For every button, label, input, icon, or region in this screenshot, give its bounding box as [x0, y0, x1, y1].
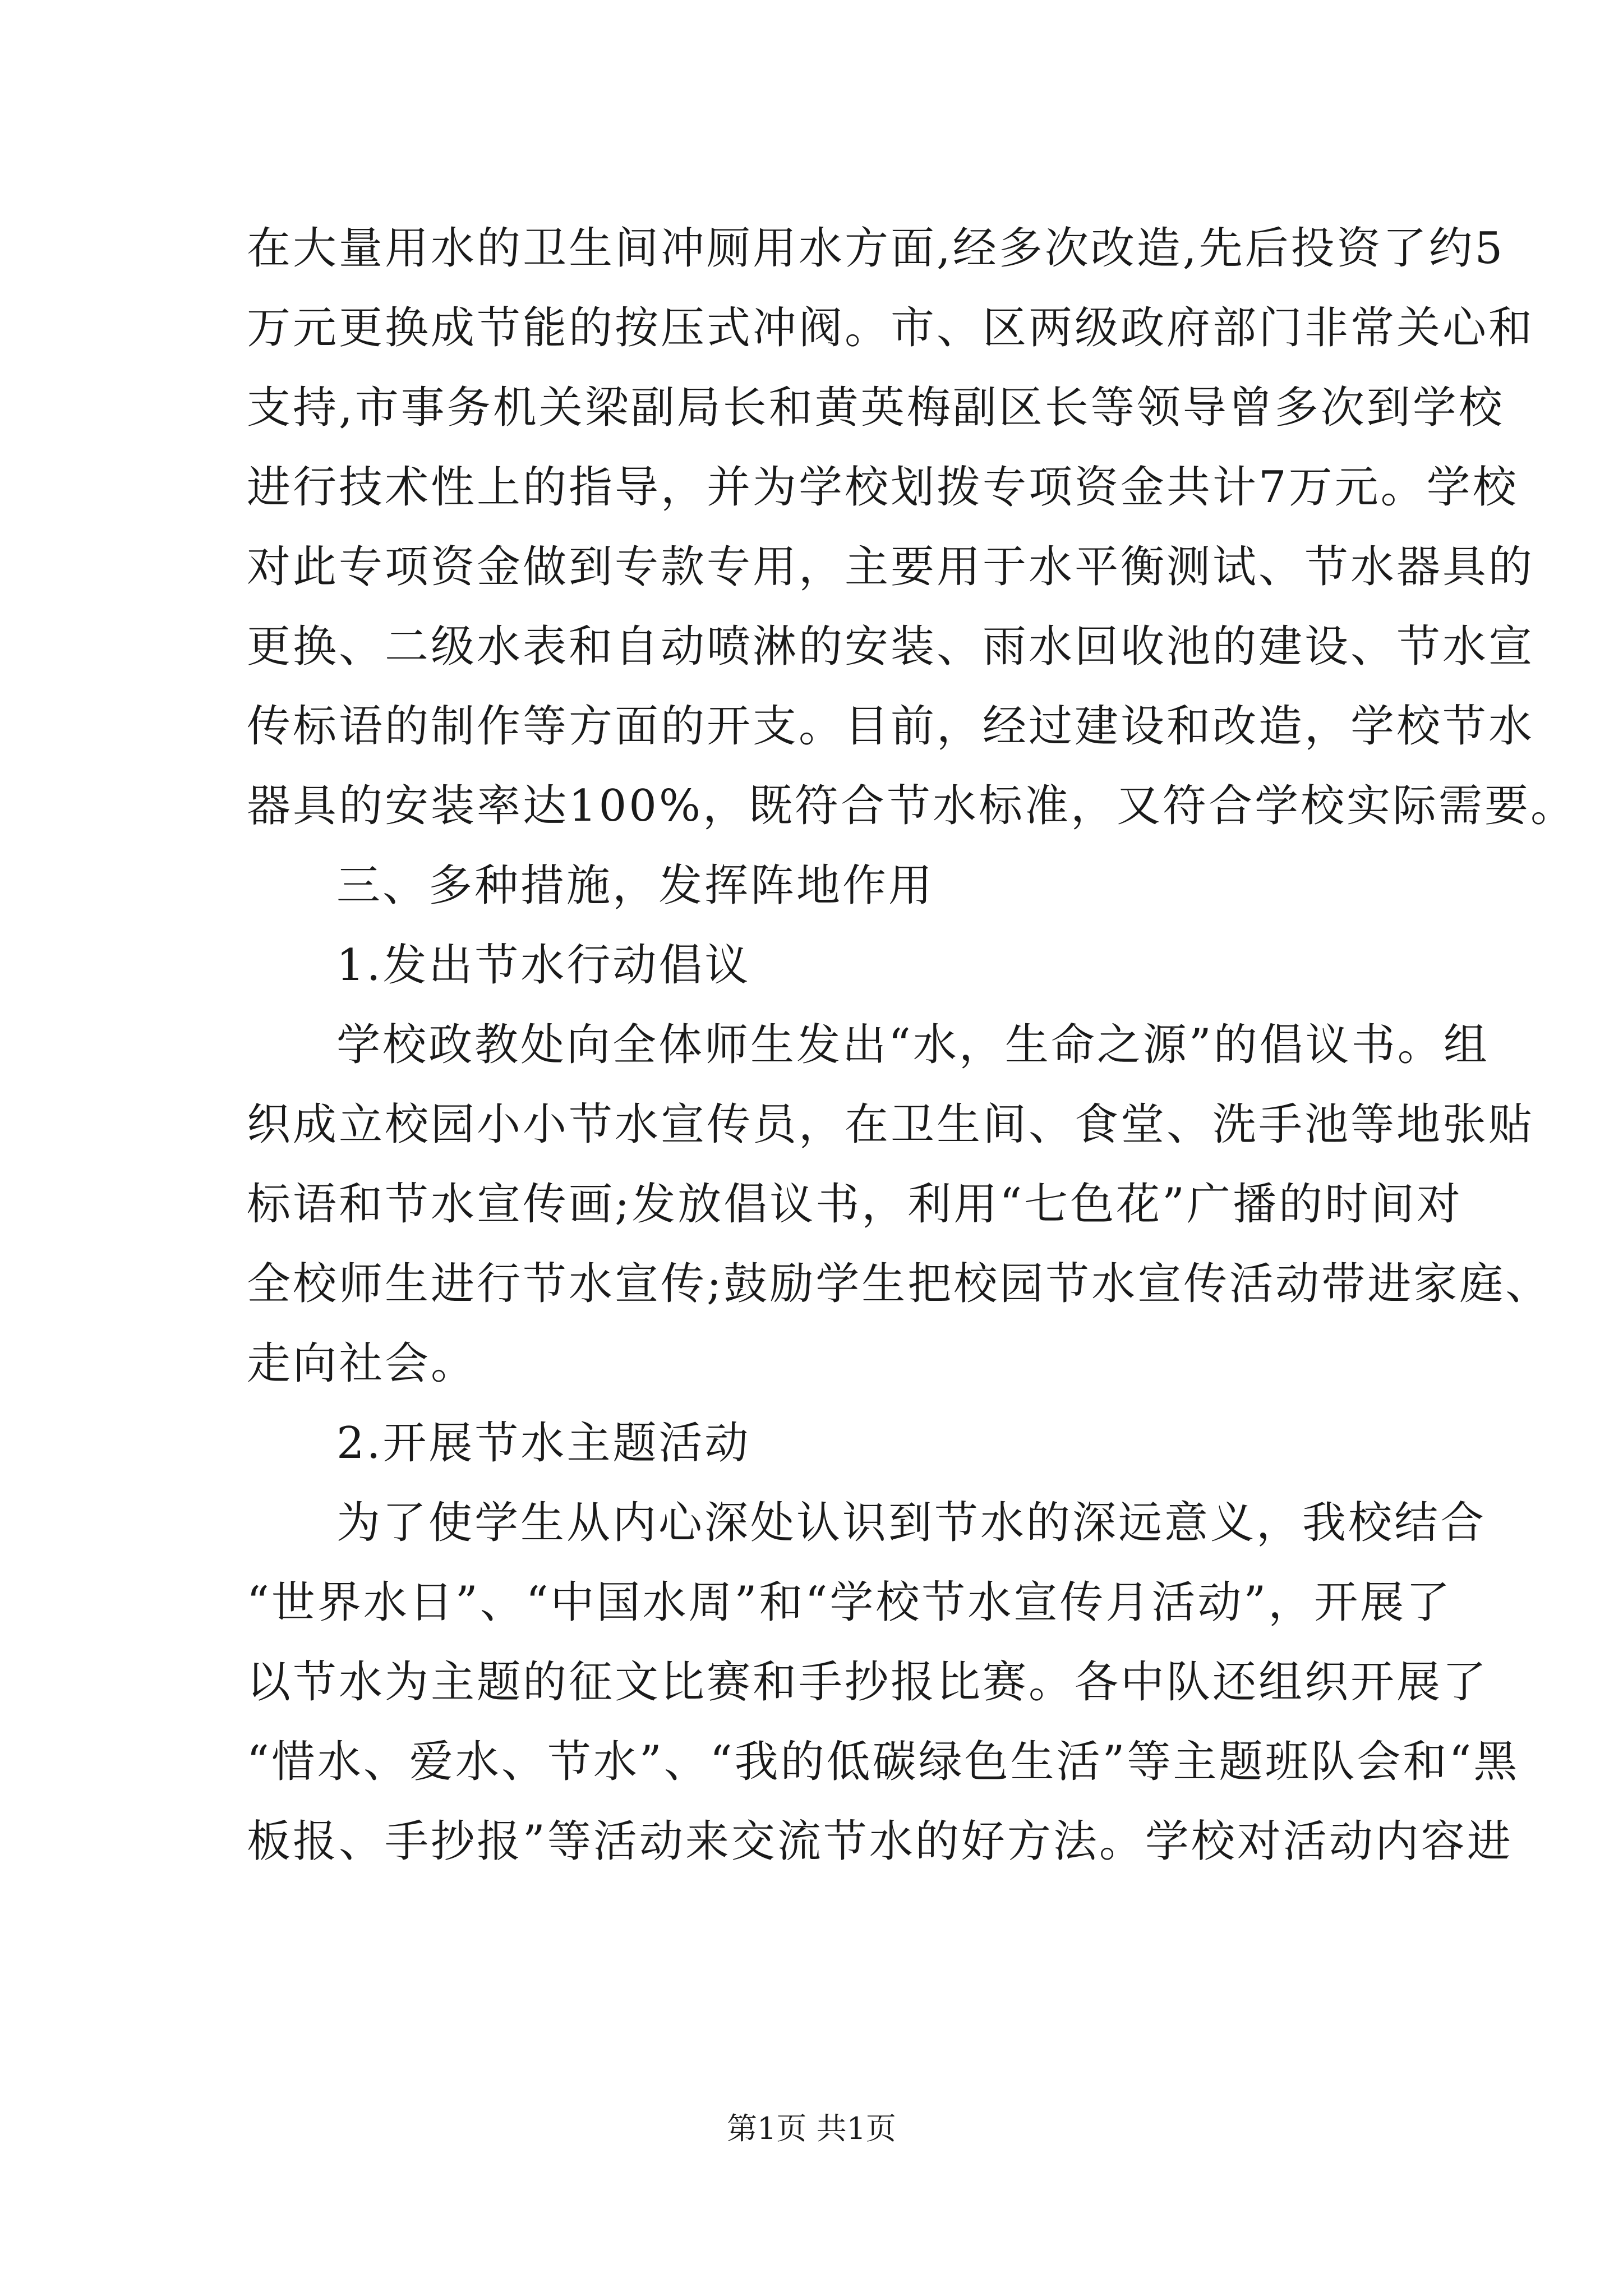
subsection-heading: 1.发出节水行动倡议: [336, 940, 751, 991]
document-body: [247, 209, 1576, 1881]
text-line: 万元更换成节能的按压式冲阀。市、区两级政府部门非常关心和: [247, 303, 1535, 353]
text-line: 学校政教处向全体师生发出“水，生命之源”的倡议书。组: [336, 1020, 1490, 1070]
text-line: 以节水为主题的征文比赛和手抄报比赛。各中队还组织开展了: [247, 1657, 1489, 1708]
text-line: 在大量用水的卫生间冲厕用水方面,经多次改造,先后投资了约5: [247, 223, 1505, 274]
subsection-heading: 2.开展节水主题活动: [336, 1418, 751, 1469]
text-line: 更换、二级水表和自动喷淋的安装、雨水回收池的建设、节水宣: [247, 622, 1535, 672]
text-line: 织成立校园小小节水宣传员，在卫生间、食堂、洗手池等地张贴: [247, 1099, 1535, 1150]
text-line: 传标语的制作等方面的开支。目前，经过建设和改造，学校节水: [247, 701, 1535, 752]
text-line: 对此专项资金做到专款专用，主要用于水平衡测试、节水器具的: [247, 542, 1535, 592]
page-footer: 第1页 共1页: [727, 2111, 896, 2146]
text-line: 进行技术性上的指导，并为学校划拨专项资金共计7万元。学校: [247, 462, 1519, 513]
text-line: 标语和节水宣传画;发放倡议书，利用“七色花”广播的时间对: [247, 1179, 1463, 1230]
section-heading: 三、多种措施，发挥阵地作用: [336, 861, 935, 911]
text-line: 支持,市事务机关梁副局长和黄英梅副区长等领导曾多次到学校: [247, 383, 1505, 433]
text-line: “惜水、爱水、节水”、“我的低碳绿色生活”等主题班队会和“黑: [247, 1737, 1520, 1787]
text-line: “世界水日”、“中国水周”和“学校节水宣传月活动”，开展了: [247, 1577, 1453, 1628]
text-line: 板报、手抄报”等活动来交流节水的好方法。学校对活动内容进: [247, 1816, 1513, 1867]
text-line: 为了使学生从内心深处认识到节水的深远意义，我校结合: [336, 1498, 1487, 1548]
text-line: 全校师生进行节水宣传;鼓励学生把校园节水宣传活动带进家庭、: [247, 1259, 1552, 1309]
text-line: 器具的安装率达100%，既符合节水标准，又符合学校实际需要。: [247, 781, 1576, 831]
text-line: 走向社会。: [247, 1338, 477, 1389]
